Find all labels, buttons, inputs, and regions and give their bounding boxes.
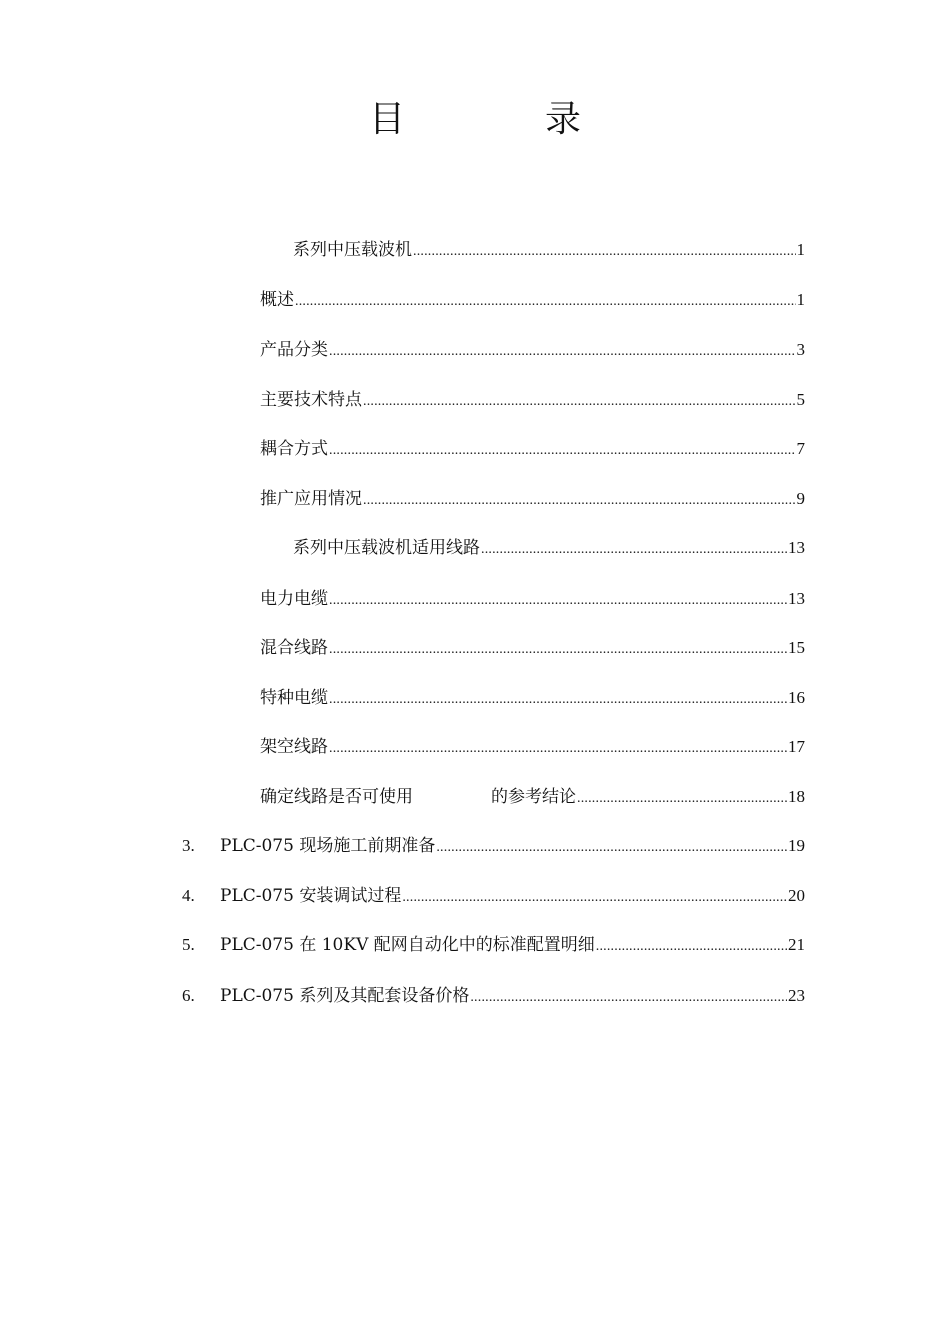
toc-page-number: 17: [788, 737, 805, 756]
toc-dot-leader: [329, 338, 796, 362]
page-title: 目 录: [368, 99, 633, 140]
toc-page-number: 21: [788, 935, 805, 954]
toc-entry[interactable]: [260, 487, 805, 511]
toc-entry[interactable]: [260, 388, 805, 412]
toc-page-number: 19: [788, 836, 805, 855]
toc-page-number: 15: [788, 638, 805, 657]
toc-entry-number: 4.: [182, 886, 195, 905]
toc-entry-label: 推广应用情况: [260, 489, 362, 509]
toc-dot-leader: [329, 686, 787, 710]
toc-entry[interactable]: [182, 884, 805, 908]
toc-entry[interactable]: [182, 933, 805, 957]
toc-dot-leader: [413, 238, 796, 262]
toc-entry-label: 特种电缆: [260, 688, 328, 708]
toc-page-number: 5: [796, 390, 805, 409]
toc-page-number: 1: [796, 240, 805, 259]
toc-entry-label: 架空线路: [260, 737, 328, 757]
toc-entry-label: PLC-075 在 10KV 配网自动化中的标准配置明细: [220, 935, 595, 955]
toc-entry[interactable]: [182, 984, 805, 1008]
toc-page-number: 3: [796, 340, 805, 359]
toc-dot-leader: [329, 636, 787, 660]
toc-page-number: 7: [796, 439, 805, 458]
toc-entry-label: 混合线路: [260, 638, 328, 658]
toc-page-number: 23: [788, 986, 805, 1005]
toc-entry-label: 耦合方式: [260, 439, 328, 459]
toc-page-number: 18: [788, 787, 805, 806]
toc-dot-leader: [481, 536, 787, 560]
toc-dot-leader: [402, 884, 787, 908]
toc-entry-label: PLC-075 现场施工前期准备: [220, 836, 436, 856]
toc-entry-label: 主要技术特点: [260, 390, 362, 410]
toc-entry-number: 3.: [182, 836, 195, 855]
toc-entry-label: 电力电缆: [260, 589, 328, 609]
toc-entry[interactable]: [260, 338, 805, 362]
toc-entry-label: 系列中压载波机: [293, 240, 412, 260]
toc-dot-leader: [577, 785, 787, 809]
toc-dot-leader: [596, 933, 787, 957]
toc-entry-label: PLC-075 系列及其配套设备价格: [220, 986, 470, 1006]
toc-entry-label: 系列中压载波机适用线路: [293, 538, 480, 558]
toc-dot-leader: [329, 735, 787, 759]
toc-dot-leader: [295, 288, 796, 312]
toc-dot-leader: [436, 834, 787, 858]
toc-entry-number: 6.: [182, 986, 195, 1005]
toc-entry[interactable]: [293, 536, 805, 560]
toc-dot-leader: [470, 984, 787, 1008]
toc-entry[interactable]: [260, 686, 805, 710]
toc-dot-leader: [329, 587, 787, 611]
toc-dot-leader: [363, 388, 796, 412]
toc-entry[interactable]: [260, 636, 805, 660]
toc-page-number: 1: [796, 290, 805, 309]
toc-page-number: 16: [788, 688, 805, 707]
toc-entry-label: 产品分类: [260, 340, 328, 360]
toc-entry[interactable]: [260, 587, 805, 611]
toc-dot-leader: [363, 487, 796, 511]
toc-page-number: 13: [788, 538, 805, 557]
toc-entry[interactable]: [293, 238, 805, 262]
toc-entry-label: 概述: [260, 290, 294, 310]
toc-entry-label-tail: 的参考结论: [491, 787, 576, 807]
toc-entry[interactable]: [182, 834, 805, 858]
toc-entry[interactable]: [260, 288, 805, 312]
toc-page-number: 9: [796, 489, 805, 508]
toc-dot-leader: [329, 437, 796, 461]
toc-entry[interactable]: [260, 437, 805, 461]
toc-entry-number: 5.: [182, 935, 195, 954]
toc-entry-label: 确定线路是否可使用: [260, 787, 413, 807]
toc-page-number: 20: [788, 886, 805, 905]
toc-entry-label: PLC-075 安装调试过程: [220, 886, 402, 906]
toc-entry[interactable]: [260, 735, 805, 759]
toc-entry[interactable]: [260, 785, 805, 809]
toc-page-number: 13: [788, 589, 805, 608]
